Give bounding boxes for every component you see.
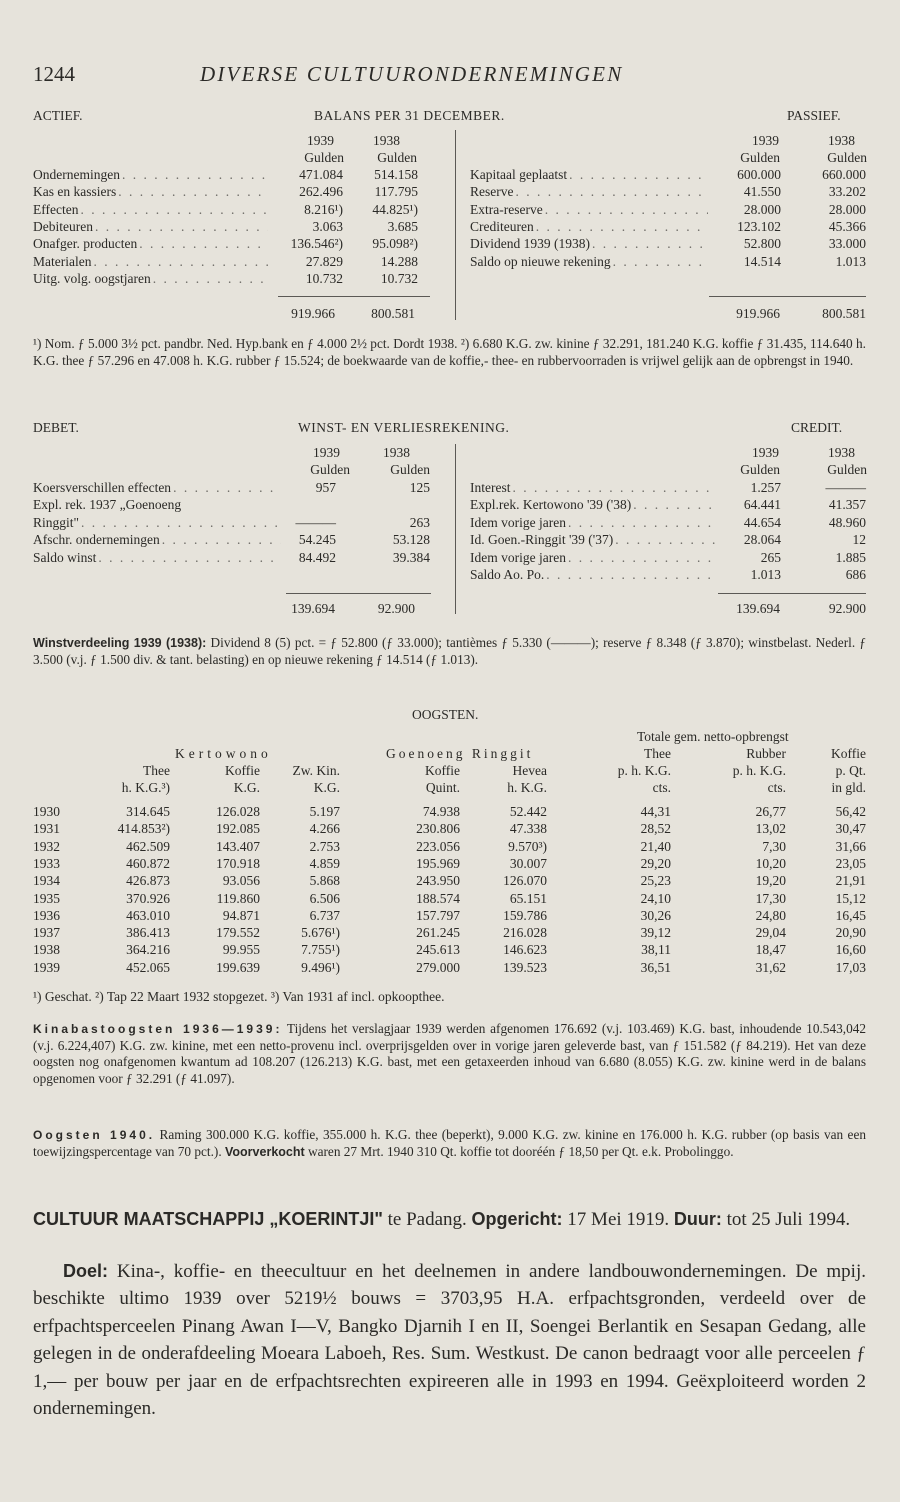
col-head-sub-0: h. K.G.³) (121, 780, 170, 795)
asset-value-1938: 95.098²) (372, 236, 418, 252)
asset-value-1938: 10.732 (380, 270, 418, 286)
oogsten-cell: 462.509 (126, 838, 170, 854)
oogsten-cell: 21,40 (640, 838, 671, 854)
oogsten-cell: 36,51 (640, 959, 671, 975)
oogsten-cell: 5.676¹) (301, 925, 340, 941)
col-head-sub-3: Quint. (425, 780, 460, 795)
oogsten-cell: 29,04 (755, 925, 786, 941)
asset-value-1939: 8.216¹) (304, 201, 343, 217)
liability-label: Kapitaal geplaatst (470, 167, 568, 182)
oogsten-1940-heading: Oogsten 1940. (33, 1128, 156, 1142)
asset-value-1939: 10.732 (305, 270, 343, 286)
oogsten-cell: 17,30 (755, 890, 786, 906)
liability-value-1938: 1.013 (835, 253, 866, 269)
oogsten-year: 1930 (33, 804, 60, 819)
asset-label: Kas en kassiers (33, 184, 117, 200)
debit-value-1939: ——— (295, 514, 336, 530)
oogsten-1940-text-2: waren 27 Mrt. 1940 310 Qt. koffie tot dooréén ƒ 18,50 per Qt. e.k. Probolinggo. (304, 1143, 734, 1159)
leader-dots (566, 549, 716, 566)
liability-value-1938: 660.000 (822, 167, 866, 182)
doel-text: Kina-, koffie- en theecultuur en het deelnemen in andere landbouwondernemingen. De mpij. beschikte ultimo 1939 over 5219½ bouws = 3703,95 H.A. erfpachtsgronden, verdeeld over de erfpachtsperceelen Pinang Awan I—V, Bangko Djarnih I en II, Soengei Berlantik en Sesapan Gedang, alle gelegen in de onderafdeeling Moeara Laboeh, Res. Sum. Westkust. De canon bedraagt voor alle perceelen ƒ 1,— per bouw per jaar en de erfpachtsrechten expireeren alle in 1993 en 1994. Geëxploiteerd worden 2 ondernemingen. (33, 1261, 866, 1420)
credit-row (470, 479, 716, 496)
oogsten-cell: 23,05 (835, 855, 866, 871)
credit-value-1939: 1.013 (750, 567, 781, 582)
debit-row (33, 549, 281, 566)
debit-row (33, 531, 281, 548)
leader-dots (534, 218, 708, 235)
oogsten-cell: 94.871 (222, 907, 260, 923)
leader-dots (96, 549, 281, 566)
asset-value-1938: 14.288 (380, 253, 418, 269)
credit-value-1938: 12 (852, 532, 866, 548)
asset-row (33, 235, 268, 252)
oogsten-cell: 4.266 (309, 821, 340, 837)
liability-value-1938: 33.000 (828, 236, 866, 252)
asset-label: Materialen (33, 253, 92, 269)
oogsten-cell: 25,23 (640, 873, 671, 889)
oogsten-cell: 30,26 (640, 907, 671, 923)
debit-value-1939: 54.245 (298, 532, 336, 548)
oogsten-year: 1931 (33, 821, 60, 837)
asset-value-1938: 514.158 (374, 167, 418, 182)
liability-value-1938: 45.366 (828, 218, 866, 234)
credit-row (470, 514, 716, 531)
asset-value-1939: 3.063 (312, 218, 343, 234)
debit-row (33, 479, 281, 496)
oogsten-cell: 7.755¹) (301, 942, 340, 958)
credit-label: CREDIT. (791, 420, 843, 435)
oogsten-cell: 29,20 (640, 855, 671, 871)
company-place: te Padang. (382, 1209, 472, 1230)
oogsten-cell: 20,90 (835, 925, 866, 941)
oogsten-cell: 230.806 (416, 821, 460, 837)
credit-label: Saldo Ao. Po. (470, 567, 545, 582)
oogsten-year: 1935 (33, 890, 60, 906)
voorverkocht-label: Voorverkocht (225, 1144, 305, 1159)
asset-value-1939: 136.546²) (290, 236, 343, 252)
opgericht-label: Opgericht: (471, 1209, 563, 1229)
oogsten-cell: 426.873 (126, 873, 170, 889)
oogsten-cell: 119.860 (216, 890, 260, 906)
credit-label: Id. Goen.-Ringgit '39 ('37) (470, 532, 614, 548)
asset-value-1939: 27.829 (305, 253, 343, 269)
liab-total-1939: 919.966 (736, 306, 780, 321)
asset-value-1938: 44.825¹) (372, 201, 418, 217)
col-unit: Gulden (390, 462, 430, 477)
balance-title: BALANS PER 31 DECEMBER. (314, 108, 505, 123)
debit-label: Ringgit" (33, 514, 80, 530)
running-title: DIVERSE CULTUURONDERNEMINGEN (200, 62, 624, 86)
oogsten-cell: 170.918 (216, 855, 260, 871)
group-totale: Totale gem. netto-opbrengst (637, 729, 789, 744)
credit-label: Interest (470, 480, 511, 495)
col-head-unit-6: p. h. K.G. (732, 763, 786, 778)
opgericht-value: 17 Mei 1919. (562, 1209, 674, 1230)
asset-row (33, 201, 268, 218)
col-unit: Gulden (740, 462, 780, 477)
liability-value-1938: 33.202 (828, 184, 866, 200)
debit-label: Koersverschillen effecten (33, 480, 172, 495)
oogsten-1940-text: Raming 300.000 K.G. koffie, 355.000 h. K.G. thee (beperkt), 9.000 K.G. zw. kinine en 176.000 h. K.G. rubber (op basis van een toewijzingspercentage van 70 pct.). (33, 1127, 866, 1159)
asset-row (33, 218, 268, 235)
oogsten-cell: 179.552 (216, 925, 260, 941)
credit-value-1939: 44.654 (743, 514, 781, 530)
balance-footnote: ¹) Nom. ƒ 5.000 3½ pct. pandbr. Ned. Hyp.bank en ƒ 4.000 2½ pct. Dordt 1938. ²) 6.680 K.G. zw. kinine ƒ 32.291, 181.240 K.G. koffie ƒ 31.435, 114.640 h. K.G. thee ƒ 57.296 en 47.008 h. K.G. rubber ƒ 15.524; de boekwaarde van de koffie,- thee- en rubbervoorraden is vrijwel gelijk aan de opbrengst in 1940. (33, 336, 866, 368)
col-unit: Gulden (827, 462, 867, 477)
liability-label: Reserve (470, 184, 514, 200)
oogsten-cell: 188.574 (416, 890, 460, 906)
col-unit: Gulden (827, 150, 867, 165)
leader-dots (543, 201, 708, 218)
winstverdeeling-text: Dividend 8 (5) pct. = ƒ 52.800 (ƒ 33.000); tantièmes ƒ 5.330 (———); reserve ƒ 8.348 (ƒ 3.870); winstbelast. Nederl. ƒ 3.500 (v.j. ƒ 1.500 div. & tant. belasting) en op nieuwe rekening ƒ 14.514 (ƒ 1.013). (33, 635, 867, 667)
col-head-sub-6: cts. (767, 780, 786, 795)
credit-total-1938: 92.900 (828, 601, 866, 616)
duur-value: tot 25 Juli 1994. (721, 1209, 851, 1230)
oogsten-year: 1932 (33, 838, 60, 854)
oogsten-cell: 74.938 (422, 804, 460, 819)
oogsten-cell: 146.623 (503, 942, 547, 958)
col-head-sub-2: K.G. (313, 780, 340, 795)
doel-paragraph (33, 1258, 866, 1422)
duur-label: Duur: (673, 1209, 722, 1229)
col-head-7: Koffie (831, 746, 866, 761)
debet-label: DEBET. (33, 420, 79, 435)
oogsten-year: 1939 (33, 959, 60, 975)
oogsten-cell: 9.570³) (508, 838, 547, 854)
oogsten-cell: 31,62 (755, 959, 786, 975)
oogsten-title: OOGSTEN. (412, 707, 479, 722)
col-head-3: Koffie (425, 763, 460, 778)
col-head-0: Thee (143, 763, 170, 778)
oogsten-cell: 414.853²) (117, 821, 170, 837)
asset-value-1939: 471.084 (299, 167, 343, 182)
credit-value-1938: 48.960 (828, 514, 866, 530)
debit-label: Expl. rek. 1937 „Goenoeng (33, 497, 182, 513)
oogsten-cell: 216.028 (503, 925, 547, 941)
oogsten-cell: 16,60 (835, 942, 866, 958)
oogsten-year: 1934 (33, 873, 60, 889)
oogsten-cell: 65.151 (509, 890, 547, 906)
oogsten-cell: 15,12 (835, 890, 866, 906)
oogsten-cell: 261.245 (416, 925, 460, 941)
credit-value-1939: 1.257 (750, 480, 781, 495)
oogsten-cell: 6.737 (309, 907, 340, 923)
leader-dots (79, 514, 281, 531)
doel-label: Doel: (63, 1261, 108, 1281)
oogsten-cell: 30.007 (509, 855, 547, 871)
leader-dots (566, 514, 716, 531)
asset-label: Effecten (33, 201, 79, 217)
col-year-1939: 1939 (313, 445, 340, 460)
leader-dots (510, 479, 716, 496)
liability-label: Crediteuren (470, 218, 534, 234)
leader-dots (137, 235, 268, 252)
col-year-1939: 1939 (752, 133, 779, 148)
leader-dots (116, 183, 268, 200)
liability-row (470, 201, 708, 218)
credit-row (470, 549, 716, 566)
assets-total-1939: 919.966 (291, 306, 335, 321)
oogsten-cell: 19,20 (755, 873, 786, 889)
debit-total-1939: 139.694 (291, 601, 335, 616)
oogsten-cell: 245.613 (416, 942, 460, 958)
leader-dots (513, 183, 708, 200)
col-year-1938: 1938 (373, 133, 400, 148)
oogsten-cell: 24,80 (755, 907, 786, 923)
debit-value-1938: 39.384 (392, 549, 430, 565)
oogsten-cell: 39,12 (640, 925, 671, 941)
debit-row (33, 496, 281, 513)
credit-row (470, 566, 716, 583)
oogsten-cell: 159.786 (503, 907, 547, 923)
leader-dots (590, 235, 708, 252)
liability-value-1939: 52.800 (743, 236, 781, 252)
group-kertowono: Kertowono (175, 746, 272, 761)
leader-dots (91, 253, 268, 270)
asset-label: Uitg. volg. oogstjaren (33, 270, 151, 286)
pl-title: WINST- EN VERLIESREKENING. (298, 420, 510, 435)
oogsten-1940 (33, 1127, 866, 1160)
leader-dots (567, 166, 708, 183)
kinabastoogsten (33, 1021, 866, 1087)
liability-row (470, 253, 708, 270)
credit-value-1938: 41.357 (828, 497, 866, 513)
leader-dots (93, 218, 268, 235)
leader-dots (160, 531, 281, 548)
oogsten-year: 1933 (33, 855, 60, 871)
leader-dots (611, 253, 708, 270)
oogsten-cell: 28,52 (640, 821, 671, 837)
group-goenoeng-ringgit: Goenoeng Ringgit (386, 746, 534, 761)
credit-label: Idem vorige jaren (470, 549, 566, 565)
page-number: 1244 (33, 62, 75, 86)
leader-dots (78, 201, 268, 218)
liability-row (470, 218, 708, 235)
oogsten-cell: 5.197 (309, 804, 340, 819)
oogsten-cell: 38,11 (641, 942, 671, 958)
liability-value-1939: 41.550 (743, 184, 781, 200)
actief-label: ACTIEF. (33, 108, 83, 123)
col-head-2: Zw. Kin. (292, 763, 340, 778)
liability-value-1939: 123.102 (737, 218, 781, 234)
passief-label: PASSIEF. (787, 108, 841, 123)
liability-row (470, 183, 708, 200)
leader-dots (120, 166, 268, 183)
credit-row (470, 496, 716, 513)
oogsten-cell: 364.216 (126, 942, 170, 958)
oogsten-cell: 370.926 (126, 890, 170, 906)
oogsten-cell: 126.028 (216, 804, 260, 819)
oogsten-cell: 452.065 (126, 959, 170, 975)
asset-row (33, 183, 268, 200)
asset-value-1938: 3.685 (387, 218, 418, 234)
winstverdeeling-heading: Winstverdeeling 1939 (1938): (33, 636, 207, 650)
leader-dots (151, 270, 268, 287)
oogsten-year: 1937 (33, 925, 60, 941)
credit-value-1939: 64.441 (743, 497, 781, 513)
oogsten-cell: 143.407 (216, 838, 260, 854)
asset-value-1939: 262.496 (299, 184, 343, 200)
oogsten-cell: 243.950 (416, 873, 460, 889)
debit-label: Saldo winst (33, 549, 97, 565)
oogsten-cell: 10,20 (755, 855, 786, 871)
debit-value-1938: 53.128 (392, 532, 430, 548)
credit-row (470, 531, 716, 548)
col-year-1938: 1938 (828, 133, 855, 148)
oogsten-cell: 223.056 (416, 838, 460, 854)
oogsten-cell: 460.872 (126, 855, 170, 871)
kinabast-heading: Kinabastoogsten 1936—1939: (33, 1022, 283, 1036)
oogsten-cell: 195.969 (416, 855, 460, 871)
debit-label: Afschr. ondernemingen (33, 532, 160, 548)
oogsten-cell: 47.338 (509, 821, 547, 837)
col-head-unit-5: p. h. K.G. (617, 763, 671, 778)
oogsten-cell: 5.868 (309, 873, 340, 889)
debit-row (33, 514, 281, 531)
oogsten-cell: 279.000 (416, 959, 460, 975)
oogsten-year: 1938 (33, 942, 60, 958)
oogsten-cell: 7,30 (762, 838, 786, 854)
col-year-1939: 1939 (307, 133, 334, 148)
oogsten-year: 1936 (33, 907, 60, 923)
col-head-6: Rubber (746, 746, 786, 761)
oogsten-cell: 139.523 (503, 959, 547, 975)
credit-label: Idem vorige jaren (470, 514, 566, 530)
col-unit: Gulden (310, 462, 350, 477)
col-year-1938: 1938 (383, 445, 410, 460)
oogsten-cell: 9.496¹) (301, 959, 340, 975)
oogsten-cell: 386.413 (126, 925, 170, 941)
col-head-sub-4: h. K.G. (507, 780, 547, 795)
asset-label: Ondernemingen (33, 167, 120, 182)
asset-row (33, 253, 268, 270)
credit-label: Expl.rek. Kertowono '39 ('38) (470, 497, 632, 513)
credit-value-1939: 265 (760, 549, 781, 565)
liab-total-1938: 800.581 (822, 306, 866, 321)
credit-total-1939: 139.694 (736, 601, 780, 616)
col-unit: Gulden (377, 150, 417, 165)
oogsten-cell: 126.070 (503, 873, 547, 889)
company-paragraph (33, 1206, 866, 1233)
credit-value-1939: 28.064 (743, 532, 781, 548)
credit-value-1938: 1.885 (835, 549, 866, 565)
oogsten-cell: 26,77 (755, 804, 786, 819)
oogsten-cell: 2.753 (309, 838, 340, 854)
liability-label: Saldo op nieuwe rekening (470, 253, 611, 269)
assets-total-1938: 800.581 (371, 306, 415, 321)
oogsten-cell: 24,10 (640, 890, 671, 906)
oogsten-cell: 13,02 (755, 821, 786, 837)
kinabast-text: Tijdens het verslagjaar 1939 werden afgenomen 176.692 (v.j. 103.469) K.G. bast, inhoudende 10.543,042 (v.j. 6.224,407) K.G. zw. kinine, met een netto-provenu incl. overprijsgelden over in vorige jaren geleverde bast, van ƒ 151.582 (ƒ 84.219). Het van deze oogsten nog onafgenomen kwantum ad 108.207 (126.213) K.G. bast, met een getaxeerden inhoud van 6.680 (8.055) K.G. zw. kinine werd in de balans opgenomen voor ƒ 32.291 (ƒ 41.097). (33, 1021, 867, 1086)
oogsten-cell: 21,91 (835, 873, 866, 889)
debit-total-1938: 92.900 (377, 601, 415, 616)
oogsten-cell: 93.056 (222, 873, 260, 889)
oogsten-cell: 56,42 (835, 804, 866, 819)
col-head-1: Koffie (225, 763, 260, 778)
oogsten-cell: 192.085 (216, 821, 260, 837)
col-year-1939: 1939 (752, 445, 779, 460)
leader-dots (613, 531, 716, 548)
col-year-1938: 1938 (828, 445, 855, 460)
oogsten-cell: 6.506 (309, 890, 340, 906)
oogsten-cell: 99.955 (222, 942, 260, 958)
liability-value-1939: 28.000 (743, 201, 781, 217)
liability-value-1938: 28.000 (828, 201, 866, 217)
winstverdeeling (33, 635, 866, 668)
debit-value-1938: 263 (409, 514, 430, 530)
leader-dots (631, 496, 716, 513)
asset-label: Debiteuren (33, 218, 93, 234)
debit-value-1939: 84.492 (298, 549, 336, 565)
oogsten-cell: 31,66 (835, 838, 866, 854)
asset-row (33, 166, 268, 183)
oogsten-cell: 314.645 (126, 804, 170, 819)
asset-row (33, 270, 268, 287)
liability-label: Dividend 1939 (1938) (470, 236, 590, 252)
oogsten-cell: 52.442 (509, 804, 547, 819)
liability-row (470, 235, 708, 252)
liability-row (470, 166, 708, 183)
leader-dots (544, 566, 716, 583)
oogsten-cell: 157.797 (416, 907, 460, 923)
asset-label: Onafger. producten (33, 236, 138, 252)
credit-value-1938: ——— (825, 480, 866, 495)
col-head-sub-5: cts. (652, 780, 671, 795)
col-unit: Gulden (740, 150, 780, 165)
asset-value-1938: 117.795 (374, 184, 418, 200)
oogsten-cell: 30,47 (835, 821, 866, 837)
leader-dots (171, 479, 281, 496)
col-head-sub-1: K.G. (233, 780, 260, 795)
oogsten-footnote: ¹) Geschat. ²) Tap 22 Maart 1932 stopgezet. ³) Van 1931 af incl. opkoopthee. (33, 989, 445, 1004)
oogsten-cell: 17,03 (835, 959, 866, 975)
oogsten-cell: 199.639 (216, 959, 260, 975)
col-head-4: Hevea (512, 763, 547, 778)
liability-value-1939: 14.514 (743, 253, 781, 269)
oogsten-cell: 463.010 (126, 907, 170, 923)
debit-value-1938: 125 (409, 480, 430, 495)
oogsten-cell: 44,31 (640, 804, 671, 819)
debit-value-1939: 957 (315, 480, 336, 495)
oogsten-cell: 4.859 (309, 855, 340, 871)
liability-value-1939: 600.000 (737, 167, 781, 182)
col-head-sub-7: in gld. (831, 780, 866, 795)
liability-label: Extra-reserve (470, 201, 543, 217)
oogsten-cell: 18,47 (755, 942, 786, 958)
credit-value-1938: 686 (845, 567, 866, 582)
company-name: CULTUUR MAATSCHAPPIJ „KOERINTJI" (33, 1209, 383, 1229)
col-head-5: Thee (644, 746, 671, 761)
oogsten-cell: 16,45 (835, 907, 866, 923)
col-head-unit-7: p. Qt. (835, 763, 866, 778)
col-unit: Gulden (304, 150, 344, 165)
